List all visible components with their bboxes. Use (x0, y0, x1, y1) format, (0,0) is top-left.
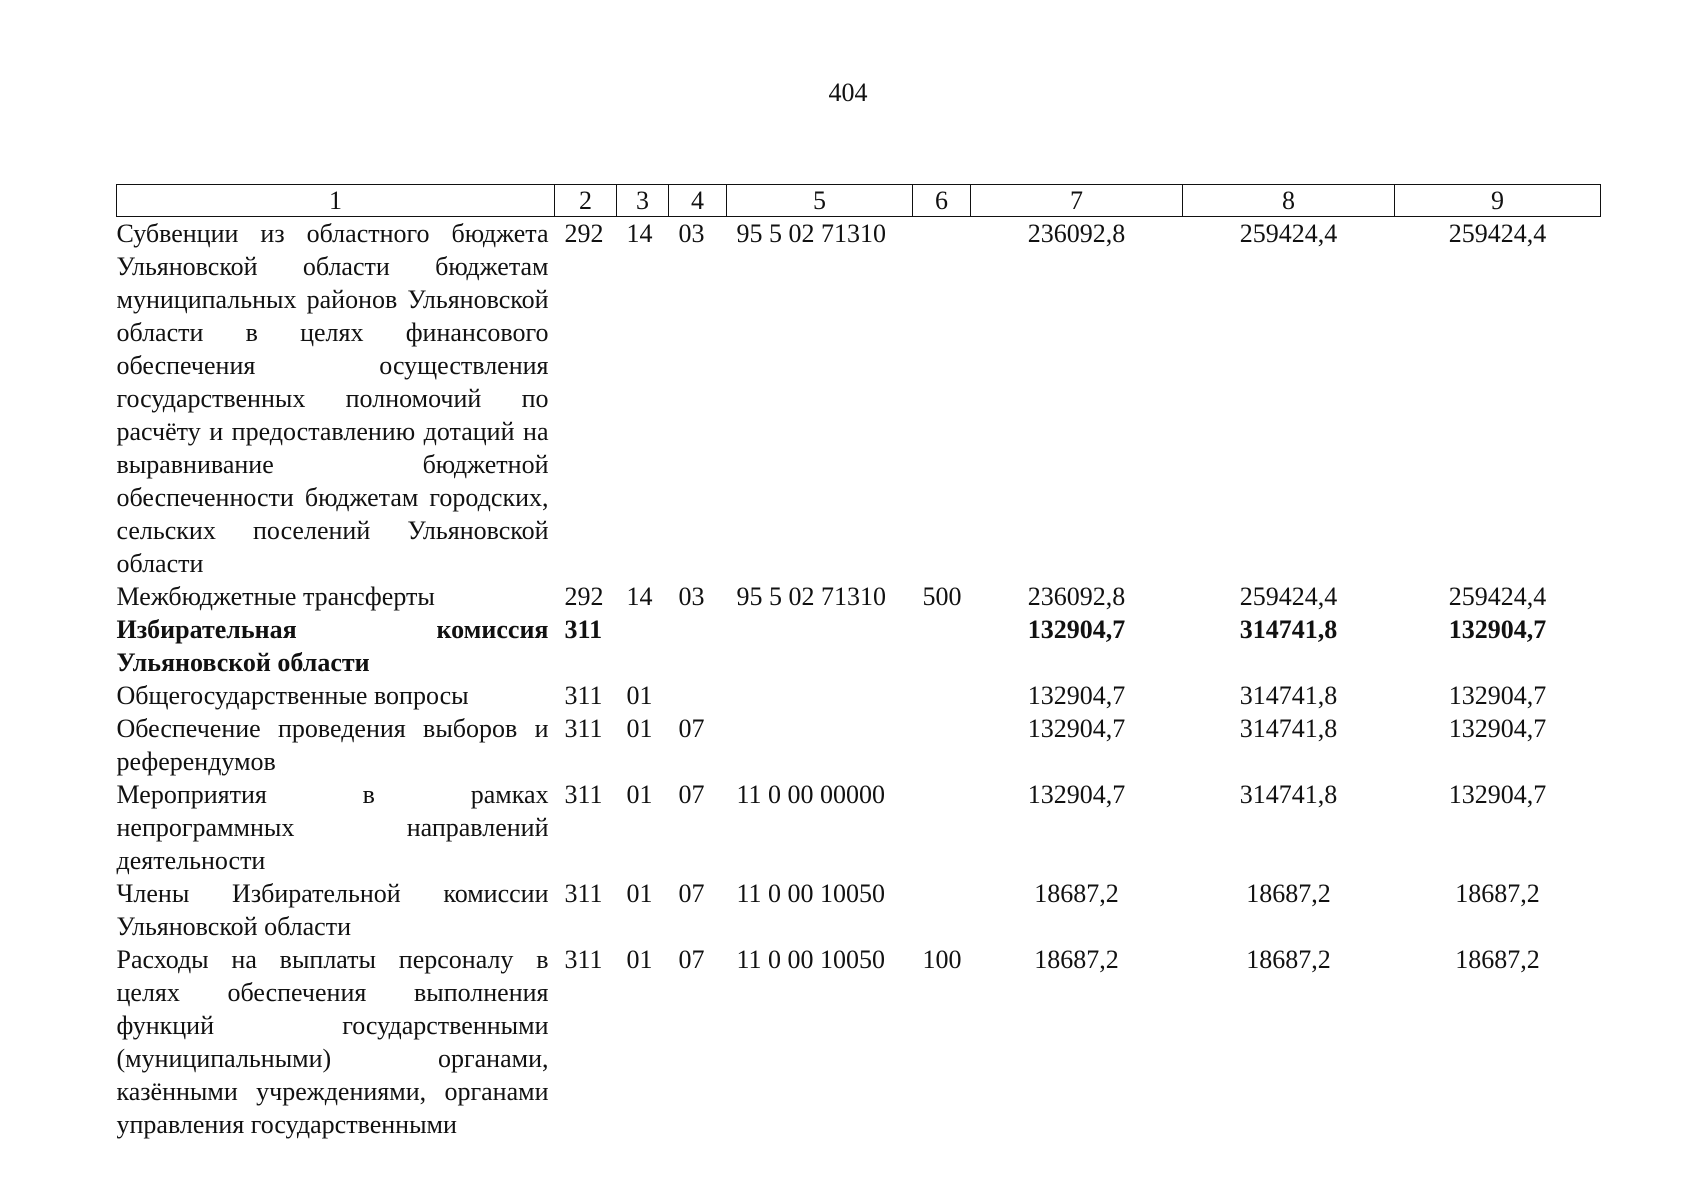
cell-name: Обеспечение проведения выборов и референдумов (116, 714, 549, 776)
cell-target-article (727, 613, 913, 679)
cell-expense-type: 500 (922, 582, 962, 611)
cell-expense-type (913, 712, 971, 778)
cell-amount-year-2: 314741,8 (1239, 615, 1338, 644)
cell-amount-year-3: 132904,7 (1448, 714, 1547, 743)
cell-ministry-code: 311 (564, 681, 603, 710)
cell-amount-year-2: 314741,8 (1239, 780, 1338, 809)
cell-amount-year-1: 18687,2 (1034, 879, 1119, 908)
cell-section-code: 01 (626, 945, 653, 974)
cell-amount-year-2: 314741,8 (1239, 681, 1338, 710)
cell-amount-year-2: 259424,4 (1239, 219, 1338, 248)
table-header-row (117, 185, 1601, 217)
cell-expense-type (913, 613, 971, 679)
cell-amount-year-1: 132904,7 (1027, 780, 1126, 809)
cell-section-code: 01 (626, 681, 653, 710)
cell-ministry-code: 292 (564, 219, 604, 248)
cell-target-article: 11 0 00 10050 (736, 879, 886, 908)
cell-section-code: 14 (626, 582, 653, 611)
cell-target-article (727, 679, 913, 712)
cell-amount-year-1: 132904,7 (1027, 681, 1126, 710)
table-row (117, 877, 1601, 943)
column-header-6: 6 (913, 185, 971, 217)
column-header-9: 9 (1395, 185, 1601, 217)
cell-ministry-code: 311 (564, 780, 603, 809)
cell-ministry-code: 311 (564, 879, 603, 908)
cell-subsection-code: 07 (678, 879, 705, 908)
table-row (117, 943, 1601, 1141)
cell-amount-year-2: 314741,8 (1239, 714, 1338, 743)
cell-subsection-code (669, 613, 727, 679)
column-header-1: 1 (117, 185, 555, 217)
cell-section-code (617, 613, 669, 679)
cell-amount-year-1: 132904,7 (1027, 714, 1126, 743)
cell-target-article: 11 0 00 00000 (736, 780, 886, 809)
table-row (117, 217, 1601, 581)
cell-ministry-code: 292 (564, 582, 604, 611)
column-header-5: 5 (727, 185, 913, 217)
cell-amount-year-1: 236092,8 (1027, 219, 1126, 248)
cell-name: Члены Избирательной комиссии Ульяновской области (116, 879, 549, 941)
cell-amount-year-3: 18687,2 (1455, 945, 1540, 974)
cell-amount-year-3: 132904,7 (1448, 681, 1547, 710)
cell-section-code: 14 (626, 219, 653, 248)
cell-ministry-code: 311 (564, 714, 603, 743)
cell-target-article: 11 0 00 10050 (736, 945, 886, 974)
cell-name: Субвенции из областного бюджета Ульяновской области бюджетам муниципальных районов Ульяновской области в целях финансового обеспечения осуществления государственных полномочий по расчёту и предоставлению дотаций на выравнивание бюджетной обеспеченности бюджетам городских, сельских поселений Ульяновской области (116, 219, 549, 578)
budget-table (116, 184, 1601, 1141)
cell-target-article: 95 5 02 71310 (736, 219, 886, 248)
cell-section-code: 01 (626, 780, 653, 809)
cell-subsection-code: 03 (678, 582, 705, 611)
cell-amount-year-1: 236092,8 (1027, 582, 1126, 611)
cell-section-code: 01 (626, 714, 653, 743)
cell-expense-type (913, 217, 971, 581)
cell-ministry-code: 311 (564, 615, 603, 644)
column-header-2: 2 (555, 185, 617, 217)
cell-ministry-code: 311 (564, 945, 603, 974)
cell-name: Избирательная комиссия Ульяновской области (116, 615, 549, 677)
cell-name: Расходы на выплаты персоналу в целях обеспечения выполнения функций государственными (муниципальными) органами, казёнными учреждениями, органами управления государственными (116, 945, 549, 1139)
cell-amount-year-3: 18687,2 (1455, 879, 1540, 908)
cell-target-article (727, 712, 913, 778)
column-header-3: 3 (617, 185, 669, 217)
cell-amount-year-2: 18687,2 (1246, 945, 1331, 974)
cell-target-article: 95 5 02 71310 (736, 582, 886, 611)
cell-subsection-code: 07 (678, 714, 705, 743)
cell-expense-type (913, 778, 971, 877)
cell-amount-year-1: 18687,2 (1034, 945, 1119, 974)
cell-amount-year-1: 132904,7 (1027, 615, 1126, 644)
cell-expense-type: 100 (922, 945, 962, 974)
cell-expense-type (913, 679, 971, 712)
cell-amount-year-3: 259424,4 (1448, 582, 1547, 611)
cell-name: Общегосударственные вопросы (116, 681, 469, 710)
cell-expense-type (913, 877, 971, 943)
column-header-7: 7 (971, 185, 1183, 217)
cell-amount-year-2: 259424,4 (1239, 582, 1338, 611)
table-row (117, 613, 1601, 679)
page-number: 404 (828, 78, 868, 107)
cell-subsection-code (669, 679, 727, 712)
column-header-4: 4 (669, 185, 727, 217)
table-row (117, 580, 1601, 613)
table-body (117, 217, 1601, 1142)
table-row (117, 712, 1601, 778)
column-header-8: 8 (1183, 185, 1395, 217)
cell-amount-year-2: 18687,2 (1246, 879, 1331, 908)
cell-subsection-code: 07 (678, 780, 705, 809)
cell-subsection-code: 03 (678, 219, 705, 248)
table-row (117, 778, 1601, 877)
cell-amount-year-3: 132904,7 (1448, 780, 1547, 809)
cell-amount-year-3: 259424,4 (1448, 219, 1547, 248)
cell-amount-year-3: 132904,7 (1448, 615, 1547, 644)
cell-section-code: 01 (626, 879, 653, 908)
cell-name: Мероприятия в рамках непрограммных направлений деятельности (116, 780, 549, 875)
cell-subsection-code: 07 (678, 945, 705, 974)
table-row (117, 679, 1601, 712)
cell-name: Межбюджетные трансферты (116, 582, 435, 611)
